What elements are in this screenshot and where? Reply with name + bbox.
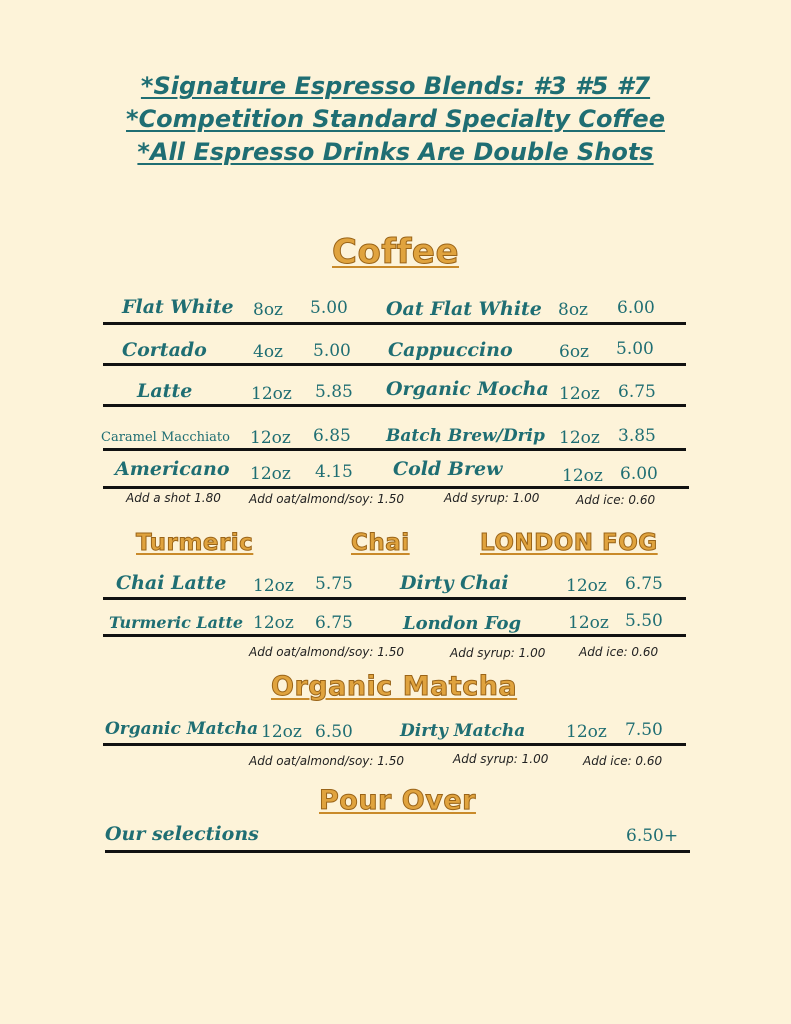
item-price: 6.75 [618,382,656,402]
item-name: Our selections [105,823,259,845]
item-price: 6.50 [315,722,353,742]
item-price: 4.15 [315,462,353,482]
item-price: 3.85 [618,426,656,446]
item-size: 12oz [559,428,600,448]
row-divider [103,363,686,366]
row-divider [103,634,686,637]
row-divider [103,404,686,407]
row-divider [103,597,686,600]
item-price: 5.50 [625,611,663,631]
item-size: 12oz [261,722,302,742]
section-title-turmeric: Turmeric [136,530,254,556]
item-size: 12oz [559,384,600,404]
item-size: 12oz [253,613,294,633]
header-line-2: *Competition Standard Specialty Coffee [126,105,665,133]
row-divider [103,486,689,489]
row-divider [105,850,690,853]
item-price: 7.50 [625,720,663,740]
item-size: 8oz [558,300,589,320]
item-price: 6.85 [313,426,351,446]
addon-note: Add syrup: 1.00 [453,752,549,766]
header-line-1: *Signature Espresso Blends: #3 #5 #7 [140,72,651,100]
section-title-london-fog: LONDON FOG [480,530,658,556]
item-price: 5.75 [315,574,353,594]
item-name: Dirty Chai [400,572,509,594]
item-price: 6.75 [315,613,353,633]
section-title-coffee: Coffee [332,232,460,272]
row-divider [103,448,686,451]
item-name: Latte [137,380,193,402]
addon-note: Add syrup: 1.00 [444,491,540,505]
item-price: 5.85 [315,382,353,402]
item-size: 12oz [566,576,607,596]
item-size: 12oz [253,576,294,596]
item-name: Cappuccino [388,339,513,361]
section-title-chai: Chai [351,530,410,556]
item-size: 8oz [253,300,284,320]
row-divider [103,322,686,325]
item-size: 12oz [566,722,607,742]
item-name: Cold Brew [393,458,503,480]
item-name: Batch Brew/Drip [386,426,545,446]
item-name: London Fog [403,613,522,634]
addon-note: Add ice: 0.60 [583,754,663,768]
row-divider [103,743,686,746]
addon-note: Add oat/almond/soy: 1.50 [249,645,404,659]
item-price: 6.75 [625,574,663,594]
item-size: 12oz [251,384,292,404]
item-price: 6.00 [620,464,658,484]
item-price: 6.50+ [626,826,679,846]
item-price: 6.00 [617,298,655,318]
item-price: 5.00 [616,339,654,359]
addon-note: Add ice: 0.60 [579,645,659,659]
item-price: 5.00 [310,298,348,318]
addon-note: Add oat/almond/soy: 1.50 [249,492,404,506]
addon-note: Add oat/almond/soy: 1.50 [249,754,404,768]
item-size: 12oz [562,466,603,486]
addon-note: Add syrup: 1.00 [450,646,546,660]
item-name: Turmeric Latte [109,613,244,632]
item-size: 4oz [253,342,284,362]
section-title-matcha: Organic Matcha [271,671,518,702]
item-name: Americano [115,458,230,480]
item-price: 5.00 [313,341,351,361]
item-size: 12oz [250,464,291,484]
header-line-3: *All Espresso Drinks Are Double Shots [137,138,654,166]
item-name: Caramel Macchiato [101,430,230,445]
item-name: Chai Latte [116,572,227,594]
item-name: Oat Flat White [386,298,542,320]
item-name: Organic Mocha [386,378,549,400]
item-name: Flat White [122,296,234,318]
addon-note: Add a shot 1.80 [126,491,221,505]
addon-note: Add ice: 0.60 [576,493,656,507]
item-size: 6oz [559,342,590,362]
item-name: Dirty Matcha [400,721,526,741]
item-size: 12oz [568,613,609,633]
item-name: Organic Matcha [105,719,259,739]
item-size: 12oz [250,428,291,448]
section-title-pour-over: Pour Over [319,785,476,816]
item-name: Cortado [122,339,207,361]
